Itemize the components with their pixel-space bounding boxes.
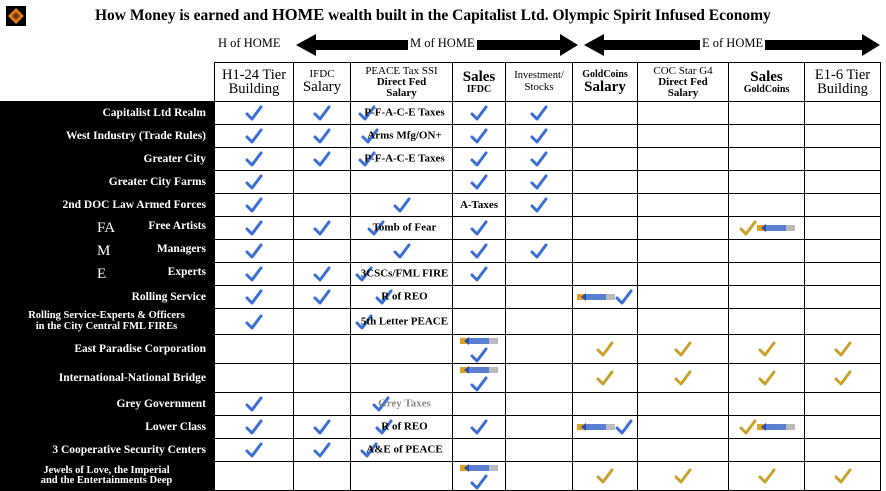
- row-label-text: Lower Class: [145, 421, 206, 433]
- table-cell: [729, 102, 805, 125]
- table-cell: [294, 240, 351, 263]
- table-cell: [729, 194, 805, 217]
- table-cell: [573, 439, 638, 462]
- row-label-text: Managers: [156, 242, 206, 255]
- table-cell: [294, 171, 351, 194]
- table-row: [1, 102, 881, 125]
- table-cell: [215, 217, 294, 240]
- table-cell: [506, 263, 573, 286]
- row-label-text: Free Artists: [148, 219, 206, 232]
- table-cell: [573, 335, 638, 364]
- row-label: [1, 309, 215, 335]
- table-row: [1, 194, 881, 217]
- table-cell: [805, 416, 881, 439]
- table-cell: [215, 194, 294, 217]
- table-cell: [453, 439, 506, 462]
- table-cell: [506, 125, 573, 148]
- table-cell: [638, 194, 729, 217]
- table-cell: [729, 240, 805, 263]
- arrow-bar-icon: [577, 293, 615, 301]
- table-cell: [351, 194, 453, 217]
- table-row: [1, 364, 881, 393]
- table-cell: [573, 240, 638, 263]
- table-cell: [573, 217, 638, 240]
- table-cell: [506, 240, 573, 263]
- table-cell: [805, 286, 881, 309]
- table-cell: [294, 416, 351, 439]
- table-cell: [506, 439, 573, 462]
- blue-check-icon: [470, 220, 488, 236]
- blue-check-icon: [245, 243, 263, 259]
- cell-text: R of REO: [381, 290, 428, 303]
- cell-text: 5th Letter PEACE: [360, 315, 449, 328]
- blue-check-icon: [470, 105, 488, 121]
- table-cell: [638, 102, 729, 125]
- table-cell: [351, 462, 453, 491]
- table-cell: [453, 148, 506, 171]
- table-cell: [638, 309, 729, 335]
- table-cell: [506, 416, 573, 439]
- row-label: [1, 364, 215, 393]
- table-cell: [453, 263, 506, 286]
- table-cell: [805, 148, 881, 171]
- table-cell: [294, 102, 351, 125]
- table-cell: [215, 240, 294, 263]
- blue-check-icon: [470, 419, 488, 435]
- table-cell: [453, 335, 506, 364]
- table-cell: [573, 309, 638, 335]
- column-header: E1-6 Tier Building: [805, 63, 881, 102]
- table-cell: [215, 171, 294, 194]
- blue-check-icon: [313, 151, 331, 167]
- table-cell: [729, 462, 805, 491]
- row-label-text: Greater City Farms: [108, 176, 206, 188]
- table-row: [1, 335, 881, 364]
- row-label: [1, 439, 215, 462]
- table-cell: [215, 393, 294, 416]
- cell-text: A-Taxes: [459, 199, 499, 211]
- gold-check-icon: [739, 419, 757, 435]
- section-label-e: E of HOME: [702, 36, 764, 50]
- table-cell: [294, 263, 351, 286]
- row-label-text: International-National Bridge: [58, 372, 206, 384]
- column-header: H1-24 Tier Building: [215, 63, 294, 102]
- table-cell: [573, 148, 638, 171]
- table-cell: [729, 148, 805, 171]
- table-cell: [573, 102, 638, 125]
- table-cell: [294, 194, 351, 217]
- table-cell: [729, 364, 805, 393]
- cell-text: P-F-A-C-E Taxes: [364, 152, 445, 165]
- row-label: [1, 102, 215, 125]
- table-cell: [638, 462, 729, 491]
- blue-check-icon: [393, 197, 411, 213]
- arrow-bar-icon: [757, 423, 795, 431]
- row-label-text: 3 Cooperative Security Centers: [52, 444, 206, 456]
- table-cell: [453, 217, 506, 240]
- blue-check-icon: [245, 314, 263, 330]
- cell-text: 3CSCs/FML FIRE: [360, 267, 449, 280]
- cell-text: Grey Taxes: [378, 397, 431, 410]
- table-cell: [351, 125, 453, 148]
- row-label-text: 2nd DOC Law Armed Forces: [62, 199, 206, 211]
- gold-check-icon: [596, 341, 614, 357]
- table-cell: [351, 263, 453, 286]
- table-row: [1, 171, 881, 194]
- row-label: [1, 393, 215, 416]
- gold-check-icon: [758, 468, 776, 484]
- blue-check-icon: [530, 128, 548, 144]
- table-cell: [506, 364, 573, 393]
- table-cell: [215, 148, 294, 171]
- table-cell: [805, 335, 881, 364]
- cell-text: Arms Mfg/ON+: [367, 129, 442, 142]
- row-label-text-2: in the City Central FML FIREs: [35, 320, 178, 332]
- economy-table: [0, 62, 881, 491]
- blue-check-icon: [530, 105, 548, 121]
- blue-check-icon: [313, 220, 331, 236]
- row-label: [1, 194, 215, 217]
- table-cell: [805, 125, 881, 148]
- blue-check-icon: [313, 128, 331, 144]
- table-cell: [506, 171, 573, 194]
- arrow-bar-icon: [757, 224, 795, 232]
- table-cell: [729, 286, 805, 309]
- table-row: [1, 125, 881, 148]
- blue-check-icon: [313, 442, 331, 458]
- row-label-text: Experts: [167, 265, 206, 278]
- table-cell: [638, 439, 729, 462]
- table-cell: [351, 240, 453, 263]
- table-cell: [453, 393, 506, 416]
- gold-check-icon: [758, 341, 776, 357]
- table-cell: [805, 171, 881, 194]
- blue-check-icon: [615, 289, 633, 305]
- table-cell: [294, 439, 351, 462]
- row-label-text: Capitalist Ltd Realm: [102, 107, 206, 119]
- table-cell: [215, 416, 294, 439]
- gold-check-icon: [739, 220, 757, 236]
- table-cell: [453, 416, 506, 439]
- table-cell: [805, 462, 881, 491]
- table-cell: [729, 263, 805, 286]
- table-cell: [453, 102, 506, 125]
- table-cell: [573, 171, 638, 194]
- blue-check-icon: [530, 151, 548, 167]
- blue-check-icon: [245, 220, 263, 236]
- blue-check-icon: [470, 376, 488, 392]
- table-cell: [573, 393, 638, 416]
- row-label-text: Jewels of Love, the Imperial: [43, 464, 170, 476]
- table-cell: [573, 286, 638, 309]
- table-cell: [351, 364, 453, 393]
- table-cell: [805, 263, 881, 286]
- table-cell: [294, 217, 351, 240]
- table-row: [1, 263, 881, 286]
- arrow-bar-icon: [460, 464, 498, 472]
- gold-check-icon: [596, 370, 614, 386]
- section-label-h: H of HOME: [218, 36, 281, 50]
- table-row: [1, 217, 881, 240]
- blue-check-icon: [245, 442, 263, 458]
- row-label: [1, 171, 215, 194]
- table-cell: [573, 194, 638, 217]
- table-cell: [351, 102, 453, 125]
- blue-check-icon: [245, 105, 263, 121]
- row-label-text: West Industry (Trade Rules): [65, 130, 206, 142]
- table-row: [1, 148, 881, 171]
- row-prefix: FA: [97, 219, 116, 236]
- table-row: [1, 309, 881, 335]
- blue-check-icon: [470, 174, 488, 190]
- table-cell: [215, 286, 294, 309]
- blue-check-icon: [245, 151, 263, 167]
- table-cell: [805, 393, 881, 416]
- table-cell: [351, 171, 453, 194]
- table-cell: [453, 364, 506, 393]
- blue-check-icon: [245, 128, 263, 144]
- row-label: [1, 148, 215, 171]
- row-label: [1, 125, 215, 148]
- table-cell: [729, 309, 805, 335]
- table-cell: [453, 125, 506, 148]
- blue-check-icon: [470, 347, 488, 363]
- table-cell: [351, 439, 453, 462]
- blue-check-icon: [470, 243, 488, 259]
- table-cell: [729, 217, 805, 240]
- table-cell: [805, 217, 881, 240]
- column-header: Sales GoldCoins: [729, 63, 805, 102]
- gold-check-icon: [834, 468, 852, 484]
- page-title: How Money is earned and HOME wealth built in the Capitalist Ltd. Olympic Spirit Infused Economy: [95, 5, 771, 24]
- table-cell: [506, 148, 573, 171]
- table-cell: [805, 439, 881, 462]
- table-cell: [638, 286, 729, 309]
- table-cell: [729, 439, 805, 462]
- table-row: [1, 286, 881, 309]
- cell-text: Tomb of Fear: [372, 221, 437, 234]
- table-cell: [294, 335, 351, 364]
- diamond-logo-icon: [6, 6, 26, 26]
- row-label-text: Rolling Service: [131, 291, 206, 303]
- table-cell: [729, 416, 805, 439]
- blue-check-icon: [245, 197, 263, 213]
- table-cell: [638, 335, 729, 364]
- table-cell: [506, 309, 573, 335]
- row-label: [1, 335, 215, 364]
- table-cell: [351, 309, 453, 335]
- table-cell: [638, 263, 729, 286]
- table-cell: [638, 240, 729, 263]
- blue-check-icon: [313, 289, 331, 305]
- cell-text: A&E of PEACE: [366, 443, 443, 456]
- table-cell: [506, 393, 573, 416]
- table-row: [1, 240, 881, 263]
- cell-text: P-F-A-C-E Taxes: [364, 106, 445, 119]
- table-cell: [351, 416, 453, 439]
- row-label: [1, 462, 215, 491]
- arrow-bar-icon: [460, 366, 498, 374]
- table-cell: [638, 148, 729, 171]
- header-corner: [1, 63, 215, 102]
- table-cell: [638, 416, 729, 439]
- row-label-text: Grey Government: [116, 398, 206, 410]
- gold-check-icon: [834, 341, 852, 357]
- table-cell: [351, 393, 453, 416]
- table-cell: [294, 309, 351, 335]
- blue-check-icon: [470, 266, 488, 282]
- row-label-text-2: and the Entertainments Deep: [40, 475, 173, 486]
- blue-check-icon: [530, 174, 548, 190]
- table-cell: [294, 148, 351, 171]
- table-cell: [805, 309, 881, 335]
- blue-check-icon: [245, 174, 263, 190]
- table-cell: [805, 240, 881, 263]
- row-label-text: Greater City: [143, 153, 206, 165]
- table-cell: [729, 171, 805, 194]
- blue-check-icon: [245, 419, 263, 435]
- blue-check-icon: [393, 243, 411, 259]
- table-cell: [294, 393, 351, 416]
- table-cell: [453, 462, 506, 491]
- table-cell: [506, 194, 573, 217]
- table-row: [1, 393, 881, 416]
- row-label: [1, 286, 215, 309]
- table-cell: [351, 217, 453, 240]
- blue-check-icon: [470, 474, 488, 490]
- table-cell: [294, 462, 351, 491]
- table-cell: [351, 335, 453, 364]
- blue-check-icon: [313, 419, 331, 435]
- gold-check-icon: [674, 370, 692, 386]
- gold-check-icon: [758, 370, 776, 386]
- column-header: IFDC Salary: [294, 63, 351, 102]
- table-cell: [453, 309, 506, 335]
- table-cell: [573, 462, 638, 491]
- table-cell: [215, 125, 294, 148]
- row-label: [1, 217, 215, 240]
- table-cell: [215, 462, 294, 491]
- row-label: [1, 416, 215, 439]
- table-cell: [453, 194, 506, 217]
- section-label-m: M of HOME: [410, 36, 475, 50]
- cell-text: R of REO: [381, 420, 428, 433]
- column-header: Investment/ Stocks: [506, 63, 573, 102]
- table-cell: [729, 393, 805, 416]
- table-cell: [729, 335, 805, 364]
- blue-check-icon: [245, 289, 263, 305]
- table-cell: [215, 309, 294, 335]
- table-row: [1, 416, 881, 439]
- blue-check-icon: [245, 396, 263, 412]
- table-cell: [506, 217, 573, 240]
- table-cell: [506, 286, 573, 309]
- column-header: PEACE Tax SSI Direct Fed Salary: [351, 63, 453, 102]
- blue-check-icon: [470, 128, 488, 144]
- column-header: GoldCoins Salary: [573, 63, 638, 102]
- table-cell: [638, 171, 729, 194]
- table-cell: [638, 393, 729, 416]
- table-cell: [638, 125, 729, 148]
- arrow-bar-icon: [577, 423, 615, 431]
- table-cell: [215, 439, 294, 462]
- row-label-text: Rolling Service-Experts & Officers: [28, 310, 185, 321]
- blue-check-icon: [313, 105, 331, 121]
- table-row: [1, 462, 881, 491]
- row-label: [1, 263, 215, 286]
- gold-check-icon: [596, 468, 614, 484]
- table-row: [1, 439, 881, 462]
- table-cell: [351, 286, 453, 309]
- row-label-text: East Paradise Corporation: [74, 343, 206, 355]
- table-cell: [638, 364, 729, 393]
- row-prefix: M: [97, 242, 111, 259]
- table-cell: [215, 102, 294, 125]
- row-label: [1, 240, 215, 263]
- blue-check-icon: [245, 266, 263, 282]
- blue-check-icon: [313, 266, 331, 282]
- table-cell: [294, 364, 351, 393]
- blue-check-icon: [530, 197, 548, 213]
- column-header: Sales IFDC: [453, 63, 506, 102]
- table-cell: [805, 102, 881, 125]
- table-cell: [294, 286, 351, 309]
- blue-check-icon: [470, 151, 488, 167]
- gold-check-icon: [834, 370, 852, 386]
- table-cell: [638, 217, 729, 240]
- table-cell: [215, 364, 294, 393]
- column-header: COC Star G4 Direct Fed Salary: [638, 63, 729, 102]
- table-cell: [573, 364, 638, 393]
- table-cell: [215, 335, 294, 364]
- blue-check-icon: [615, 419, 633, 435]
- table-cell: [805, 364, 881, 393]
- table-cell: [506, 462, 573, 491]
- table-cell: [453, 171, 506, 194]
- table-cell: [506, 102, 573, 125]
- arrow-bar-icon: [460, 337, 498, 345]
- gold-check-icon: [674, 341, 692, 357]
- row-prefix: E: [97, 265, 107, 282]
- table-cell: [215, 263, 294, 286]
- blue-check-icon: [530, 243, 548, 259]
- table-cell: [805, 194, 881, 217]
- table-cell: [573, 125, 638, 148]
- table-cell: [729, 125, 805, 148]
- table-cell: [294, 125, 351, 148]
- table-cell: [453, 286, 506, 309]
- table-cell: [351, 148, 453, 171]
- table-cell: [506, 335, 573, 364]
- table-cell: [453, 240, 506, 263]
- table-cell: [573, 263, 638, 286]
- table-cell: [573, 416, 638, 439]
- gold-check-icon: [674, 468, 692, 484]
